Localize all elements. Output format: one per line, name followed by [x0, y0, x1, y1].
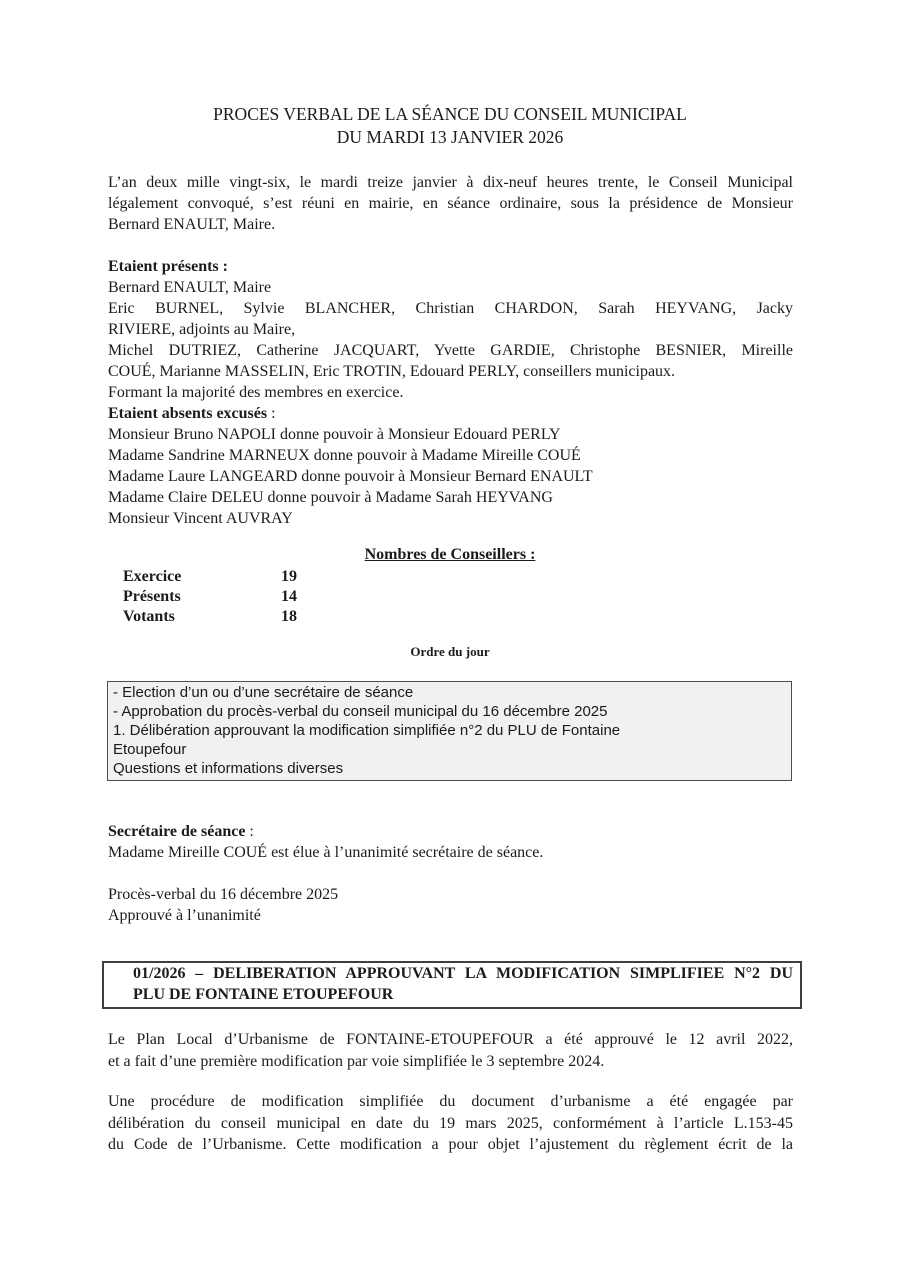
count-label: Votants: [123, 608, 175, 625]
count-label: Exercice: [123, 568, 182, 585]
present-line: Bernard ENAULT, Maire: [108, 279, 272, 296]
count-value: 19: [281, 568, 297, 585]
agenda-heading: Ordre du jour: [410, 644, 490, 659]
intro-line: L’an deux mille vingt-six, le mardi treize janvier à dix-neuf heures trente, le Conseil Municipal: [108, 174, 793, 191]
count-row: [123, 567, 523, 587]
deliberation-heading-line: 01/2026 – DELIBERATION APPROUVANT LA MODIFICATION SIMPLIFIEE N°2 DU: [133, 965, 793, 982]
present-line: COUÉ, Marianne MASSELIN, Eric TROTIN, Edouard PERLY, conseillers municipaux.: [108, 363, 676, 380]
secretary-text: Madame Mireille COUÉ est élue à l’unanimité secrétaire de séance.: [108, 844, 544, 861]
absent-line: Monsieur Vincent AUVRAY: [108, 510, 293, 527]
attendance-section: [108, 256, 793, 529]
minutes-approval-line: Procès-verbal du 16 décembre 2025: [108, 886, 339, 903]
body-line: Le Plan Local d’Urbanisme de FONTAINE-ETOUPEFOUR a été approuvé le 12 avril 2022,: [108, 1031, 793, 1048]
agenda-item: - Election d’un ou d’une secrétaire de séance: [113, 684, 414, 701]
absent-heading-label: Etaient absents excusés: [108, 405, 268, 422]
agenda-item: 1. Délibération approuvant la modification simplifiée n°2 du PLU de Fontaine: [113, 722, 621, 739]
title-line-2: DU MARDI 13 JANVIER 2026: [336, 127, 564, 147]
secretary-section: [108, 821, 793, 926]
present-line: Michel DUTRIEZ, Catherine JACQUART, Yvette GARDIE, Christophe BESNIER, Mireille: [108, 342, 793, 359]
secretary-heading-colon: :: [245, 823, 254, 840]
count-row: [123, 587, 523, 607]
body-paragraph-1: [108, 1029, 793, 1072]
present-line: RIVIERE, adjoints au Maire,: [108, 321, 296, 338]
intro-paragraph: [108, 172, 793, 235]
title-line-1: PROCES VERBAL DE LA SÉANCE DU CONSEIL MUNICIPAL: [213, 104, 687, 124]
body-line: Une procédure de modification simplifiée du document d’urbanisme a été engagée par: [108, 1093, 793, 1110]
body-line: délibération du conseil municipal en date du 19 mars 2025, conformément à l’article L.153-45: [108, 1114, 793, 1132]
minutes-approval-line: Approuvé à l’unanimité: [108, 907, 261, 924]
body-line: et a fait d’une première modification par voie simplifiée le 3 septembre 2024.: [108, 1052, 605, 1070]
absent-line: Madame Sandrine MARNEUX donne pouvoir à Madame Mireille COUÉ: [108, 447, 581, 464]
agenda-item: Etoupefour: [113, 741, 187, 758]
deliberation-heading-line: PLU DE FONTAINE ETOUPEFOUR: [133, 985, 394, 1003]
present-line: Eric BURNEL, Sylvie BLANCHER, Christian CHARDON, Sarah HEYVANG, Jacky: [108, 300, 793, 317]
absent-heading: [108, 403, 793, 424]
absent-line: Madame Laure LANGEARD donne pouvoir à Monsieur Bernard ENAULT: [108, 468, 593, 485]
absent-heading-colon: :: [267, 405, 276, 422]
deliberation-heading-box: [102, 961, 802, 1009]
document-title: [0, 103, 900, 149]
present-heading: Etaient présents :: [108, 258, 228, 275]
count-row: [123, 607, 523, 627]
absent-line: Madame Claire DELEU donne pouvoir à Madame Sarah HEYVANG: [108, 489, 553, 506]
councillors-count-table: [123, 567, 523, 627]
present-line: Formant la majorité des membres en exercice.: [108, 384, 404, 401]
minutes-approval: [108, 884, 793, 926]
secretary-heading-label: Secrétaire de séance: [108, 823, 246, 840]
intro-line: légalement convoqué, s’est réuni en mairie, en séance ordinaire, sous la présidence de Monsieur: [108, 195, 793, 212]
agenda-box: [107, 681, 792, 781]
body-line: du Code de l’Urbanisme. Cette modification a pour objet l’ajustement du règlement écrit de la: [108, 1136, 793, 1153]
intro-line: Bernard ENAULT, Maire.: [108, 216, 276, 233]
secretary-heading: [108, 821, 793, 842]
count-label: Présents: [123, 588, 181, 605]
count-value: 14: [281, 588, 297, 605]
body-paragraph-2: [108, 1091, 793, 1156]
agenda-item: Questions et informations diverses: [113, 760, 344, 777]
agenda-item: - Approbation du procès-verbal du conseil municipal du 16 décembre 2025: [113, 703, 608, 720]
councillors-count-heading: Nombres de Conseillers :: [364, 546, 536, 563]
absent-line: Monsieur Bruno NAPOLI donne pouvoir à Monsieur Edouard PERLY: [108, 426, 561, 443]
count-value: 18: [281, 608, 297, 625]
